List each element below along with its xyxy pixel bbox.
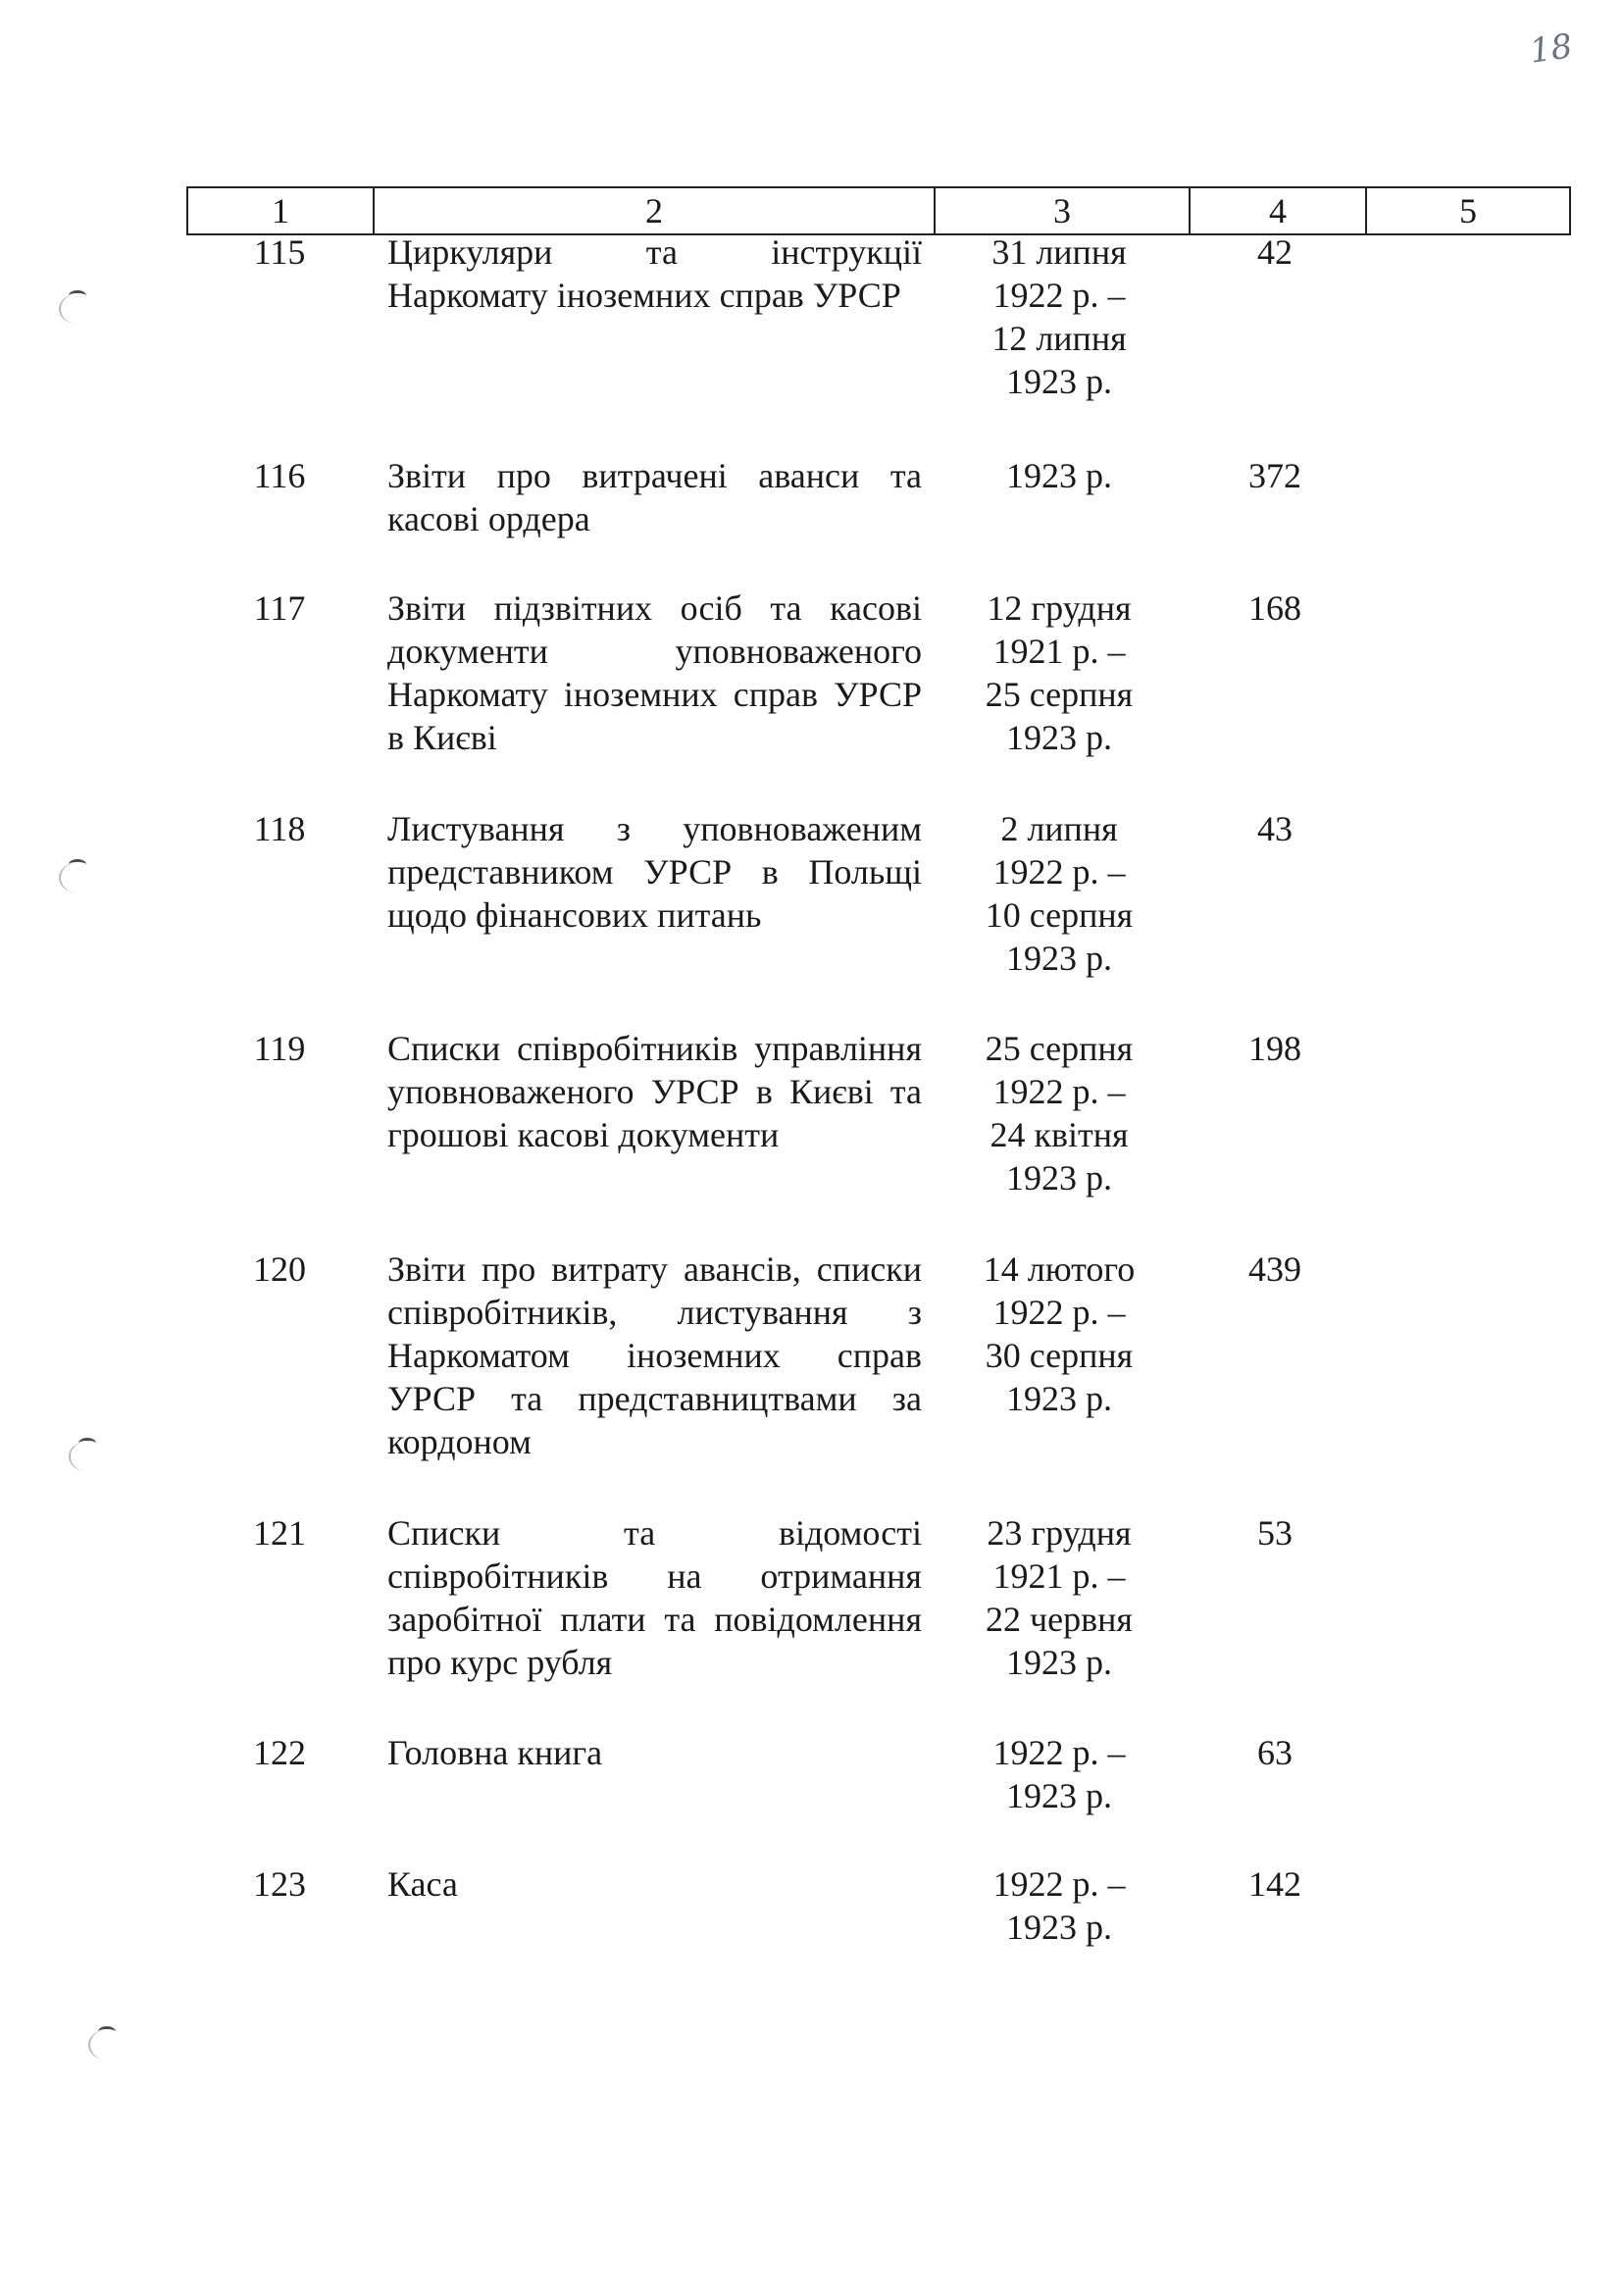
file-number: 119 — [253, 1029, 306, 1068]
date-line: 1923 р. — [1006, 362, 1112, 401]
column-header-table — [186, 186, 1571, 235]
file-dates — [932, 1027, 1187, 1199]
date-line: 23 грудня — [987, 1513, 1132, 1553]
date-line: 25 серпня — [985, 675, 1134, 714]
date-line: 1923 р. — [1006, 1908, 1112, 1947]
date-line: 25 серпня — [985, 1029, 1134, 1068]
file-number: 123 — [253, 1864, 306, 1904]
file-dates — [932, 1248, 1187, 1420]
date-line: 1922 р. – — [992, 1733, 1126, 1772]
date-line: 1922 р. – — [992, 276, 1126, 315]
file-title: Листування з уповноваженим представником УРСР в Польщі щодо фінансових питань — [387, 809, 922, 935]
file-number: 122 — [253, 1733, 306, 1772]
date-line: 10 серпня — [985, 895, 1134, 935]
header-col-4: 4 — [1190, 187, 1366, 234]
sheet-count: 63 — [1257, 1733, 1293, 1772]
file-number: 120 — [253, 1249, 306, 1289]
header-col-1: 1 — [187, 187, 374, 234]
file-number: 121 — [253, 1513, 306, 1553]
file-title: Циркуляри та інструкції Наркомату іноземних справ УРСР — [387, 232, 922, 315]
date-line: 1923 р. — [1006, 1158, 1112, 1198]
file-dates — [932, 454, 1187, 497]
date-line: 1923 р. — [1006, 939, 1112, 978]
sheet-count: 439 — [1248, 1249, 1301, 1289]
date-line: 12 липня — [991, 319, 1127, 358]
date-line: 1923 р. — [1006, 718, 1112, 757]
date-line: 1923 р. — [1006, 1379, 1112, 1418]
date-line: 1922 р. – — [992, 1864, 1126, 1904]
file-number: 117 — [253, 588, 306, 628]
file-dates — [932, 807, 1187, 980]
date-line: 12 грудня — [987, 588, 1132, 628]
date-line: 24 квітня — [990, 1115, 1129, 1154]
punch-hole-mark — [69, 1442, 104, 1471]
sheet-count: 53 — [1257, 1513, 1293, 1553]
date-line: 22 червня — [986, 1600, 1133, 1639]
punch-hole-mark — [59, 294, 94, 324]
file-title: Списки та відомості співробітників на отримання заробітної плати та повідомлення про курс рубля — [387, 1513, 922, 1682]
file-number: 118 — [253, 809, 306, 848]
date-line: 1923 р. — [1006, 1776, 1112, 1815]
file-title: Звіти про витрачені аванси та касові ордера — [387, 456, 922, 538]
file-title: Звіти підзвітних осіб та касові документи уповноваженого Наркомату іноземних справ УРСР в Києві — [387, 588, 922, 757]
header-col-2: 2 — [374, 187, 935, 234]
file-dates — [932, 1511, 1187, 1684]
date-line: 14 лютого — [983, 1249, 1136, 1289]
page-number: 18 — [1527, 26, 1575, 72]
punch-hole-mark — [88, 2030, 124, 2060]
date-line: 1921 р. – — [992, 1556, 1126, 1596]
date-line: 1922 р. – — [992, 1072, 1126, 1111]
sheet-count: 43 — [1257, 809, 1293, 848]
date-line: 1923 р. — [1006, 456, 1112, 495]
file-title: Звіти про витрату авансів, списки співробітників, листування з Наркоматом іноземних справ УРСР та представництвами за кордоном — [387, 1249, 922, 1461]
date-line: 2 липня — [1000, 809, 1118, 848]
punch-hole-mark — [59, 863, 94, 892]
date-line: 31 липня — [991, 232, 1127, 272]
sheet-count: 142 — [1248, 1864, 1301, 1904]
date-line: 1921 р. – — [992, 632, 1126, 671]
sheet-count: 198 — [1248, 1029, 1301, 1068]
file-title: Списки співробітників управління уповноваженого УРСР в Києві та грошові касові документи — [387, 1029, 922, 1154]
header-col-5: 5 — [1366, 187, 1570, 234]
sheet-count: 168 — [1248, 588, 1301, 628]
sheet-count: 42 — [1257, 232, 1293, 272]
file-number: 116 — [253, 456, 306, 495]
date-line: 1923 р. — [1006, 1643, 1112, 1682]
file-dates — [932, 1731, 1187, 1817]
date-line: 30 серпня — [985, 1336, 1134, 1375]
file-title: Головна книга — [387, 1733, 603, 1772]
sheet-count: 372 — [1248, 456, 1301, 495]
file-number: 115 — [253, 232, 306, 272]
file-dates — [932, 230, 1187, 403]
header-col-3: 3 — [935, 187, 1190, 234]
file-dates — [932, 586, 1187, 759]
file-dates — [932, 1862, 1187, 1949]
date-line: 1922 р. – — [992, 1293, 1126, 1332]
file-title: Каса — [387, 1864, 458, 1904]
date-line: 1922 р. – — [992, 852, 1126, 892]
